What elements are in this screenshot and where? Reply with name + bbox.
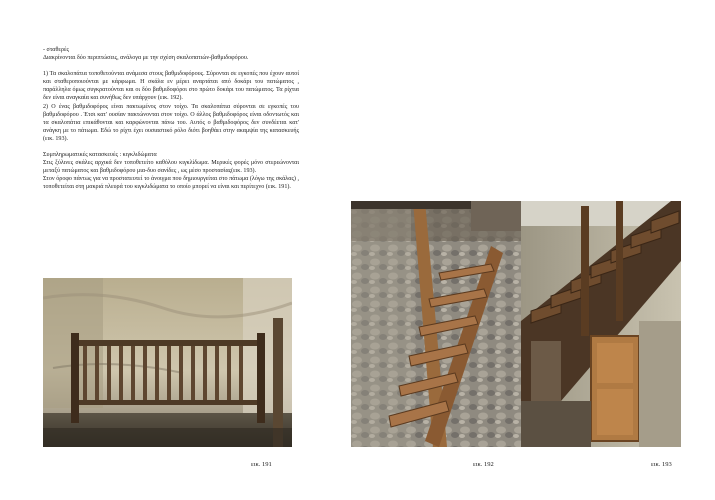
body-text bbox=[43, 46, 299, 192]
case-2-paragraph: 2) Ο ένας βαθμιδοφόρος είναι πακτωμένος στον τοίχο. Τα σκαλοπάτια σύρονται σε εγκοπές του βαθμιδοφόρου . Έτσι κατ' ουσίαν πακτώνονται στον τοίχο. Ο άλλος βαθμιδοφόρος είναι οδοντωτός και τα σκαλοπάτια επικάθονται και καρφώνονται πάνω του. Αυτός ο βαθμιδοφόρος δεν συνδέεται κατ' ανάγκη με το πάτωμα. Εδώ το ρίχτι έχει ουσιαστικό ρόλο διότι βοηθάει στην ακαμψία της κατασκευής (εικ. 193). bbox=[43, 103, 299, 142]
caption-fig-193: εικ. 193 bbox=[651, 461, 672, 468]
section-subheading: Συμπληρωματικές κατασκευές : κιγκλιδώματα bbox=[43, 152, 157, 159]
left-page bbox=[0, 0, 357, 500]
photo-fig-192 bbox=[351, 201, 521, 447]
railing-paragraph-1: Στις ξύλινες σκάλες αρχικά δεν τοποθετείτο καθόλου κιγκλίδωμα. Μερικές φορές μόνο στερεώνονται μεταξύ πατώματος και βαθμιδοφόρου μια-δυο σανίδες , ως μέσο προστασίας(εικ. 193). bbox=[43, 160, 299, 175]
intro-paragraph: Διακρίνονται δύο περιπτώσεις, ανάλογα με την σχέση σκαλοπατιών-βαθμιδοφόρου. bbox=[43, 55, 249, 62]
case-1-paragraph: 1) Τα σκαλοπάτια τοποθετούνται ανάμεσα στους βαθμιδοφόρους. Σύρονται σε εγκοπές που έχουν αυτοί και σταθεροποιούνται με κάρφωμα. Η σκάλα εν μέρει αναρτάται από δοκάρι του πατώματος , παράλληλα όμως συγκρατούνται και οι δύο βαθμιδοφόροι στο πρώτο δοκάρι του πατώματος. Τα ρίχτια δεν είναι αναγκαία και συνήθως δεν υπάρχουν (εικ. 192). bbox=[43, 71, 299, 102]
caption-fig-192: εικ. 192 bbox=[473, 461, 494, 468]
list-item-head: - σταθερές bbox=[43, 47, 69, 53]
photo-fig-191 bbox=[43, 278, 292, 447]
railing-paragraph-2: Στον όροφο πάντως για να προστατευτεί το άνοιγμα που δημιουργείται στο πάτωμα (λόγω της σκάλας) , τοποθετείται στη μακριά πλευρά του κιγκλιδώματα το οποίο μπορεί να είναι και περίτεχνο (εικ. 191). bbox=[43, 176, 299, 191]
photo-fig-193 bbox=[521, 201, 681, 447]
caption-fig-191: εικ. 191 bbox=[251, 461, 272, 468]
right-page bbox=[357, 0, 715, 500]
